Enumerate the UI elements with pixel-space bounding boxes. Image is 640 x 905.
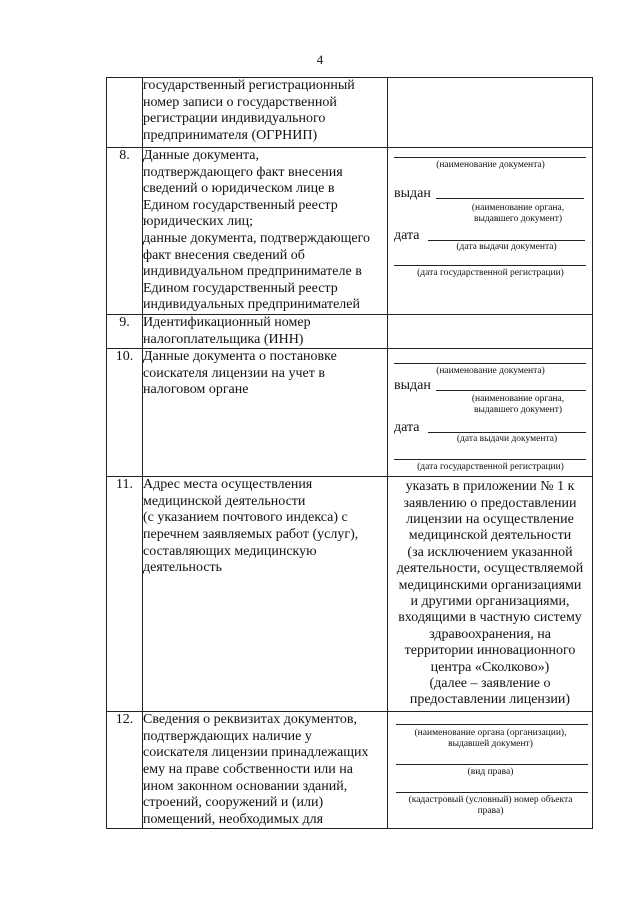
table-row-12 <box>107 712 593 829</box>
issue-date-field[interactable] <box>428 240 585 241</box>
field-caption: (наименование документа) <box>436 366 545 377</box>
description-line: налоговом органе <box>143 382 249 398</box>
description-line: налогоплательщика (ИНН) <box>143 331 304 347</box>
field-caption: (дата выдачи документа) <box>456 434 558 445</box>
instruction-line: входящими в частную систему <box>398 610 582 626</box>
field-caption: (наименование органа, <box>471 394 565 405</box>
document-name-field[interactable] <box>394 363 586 364</box>
issued-label: выдан <box>394 186 431 201</box>
instruction-line: указать в приложении № 1 к <box>405 479 575 495</box>
right-type-field[interactable] <box>396 764 588 765</box>
instruction-line: территории инновационного <box>404 643 576 659</box>
field-caption: (кадастровый (условный) номер объекта <box>408 795 573 806</box>
registration-date-field[interactable] <box>394 265 586 266</box>
inn-value-cell[interactable] <box>388 315 593 349</box>
instruction-line: и другими организациями, <box>410 594 570 610</box>
description-line: Едином государственный реестр <box>143 280 338 296</box>
table-row-11 <box>107 477 593 712</box>
row-value-cell <box>388 712 593 829</box>
row-number: 10. <box>107 349 143 477</box>
description-line: соискателя лицензии принадлежащих <box>143 745 369 761</box>
instruction-line: предоставлении лицензии) <box>409 692 571 708</box>
field-caption: выдавшего документ) <box>473 405 563 416</box>
description-line: сведений о юридическом лице в <box>143 181 335 197</box>
description-line: деятельность <box>143 560 223 576</box>
issued-label: выдан <box>394 378 431 394</box>
description-line: Идентификационный номер <box>143 315 311 330</box>
table-row-9 <box>107 315 593 349</box>
description-line: Данные документа, <box>143 148 259 163</box>
row-number: 12. <box>107 712 143 829</box>
field-caption: (наименование документа) <box>436 160 545 170</box>
instruction-line: здравоохранения, на <box>429 626 551 642</box>
row-number: 8. <box>107 148 143 315</box>
description-line: факт внесения сведений об <box>143 247 305 263</box>
description-line: регистрации индивидуального <box>143 111 326 127</box>
address-instruction-cell <box>388 477 593 712</box>
description-line: подтверждающего факт внесения <box>143 164 343 180</box>
field-caption: (дата государственной регистрации) <box>417 268 564 278</box>
row-description <box>143 477 388 712</box>
field-caption: выдавшей документ) <box>448 739 533 750</box>
table-row-8 <box>107 148 593 315</box>
description-line: государственный регистрационный <box>143 78 355 93</box>
date-label: дата <box>394 228 420 243</box>
description-line: перечнем заявляемых работ (услуг), <box>143 526 359 542</box>
table-row-ogrnip-continued <box>107 78 593 148</box>
field-caption: (наименование органа (организации), <box>414 728 567 739</box>
row-number <box>107 78 143 148</box>
document-name-field[interactable] <box>394 157 586 158</box>
instruction-line: лицензии на осуществление <box>406 512 574 527</box>
description-line: индивидуальном предпринимателе в <box>143 264 362 280</box>
description-line: Адрес места осуществления <box>143 477 313 493</box>
instruction-line: (далее – заявление о <box>429 676 551 692</box>
row-number: 9. <box>107 315 143 349</box>
instruction-line: заявлению о предоставлении <box>403 495 577 511</box>
description-line: индивидуальных предпринимателей <box>143 297 360 313</box>
instruction-text <box>388 477 592 709</box>
field-caption: (дата государственной регистрации) <box>417 462 564 473</box>
field-caption: (вид права) <box>467 767 514 778</box>
cadastral-number-field[interactable] <box>396 792 588 793</box>
description-line: помещений, необходимых для <box>143 811 324 827</box>
row-value-cell[interactable] <box>388 78 593 148</box>
description-line: составляющих медицинскую <box>143 543 317 559</box>
instruction-line: медицинскими организациями <box>398 577 582 593</box>
description-line: строений, сооружений и (или) <box>143 795 324 811</box>
field-caption: (наименование органа, <box>471 203 565 213</box>
description-line: (с указанием почтового индекса) с <box>143 510 348 526</box>
description-line: медицинской деятельности <box>143 493 306 509</box>
application-form-table <box>106 77 593 829</box>
instruction-line: деятельности, осуществляемой <box>396 561 584 577</box>
row-number: 11. <box>107 477 143 712</box>
description-line: данные документа, подтверждающего <box>143 230 370 246</box>
field-caption: права) <box>477 806 504 817</box>
row-description <box>143 148 388 315</box>
instruction-line: медицинской деятельности <box>408 528 572 544</box>
description-line: номер записи о государственной <box>143 94 337 110</box>
row-description <box>143 315 388 349</box>
row-description <box>143 349 388 477</box>
row-value-cell <box>388 148 593 315</box>
page-number: 4 <box>316 52 324 67</box>
description-line: соискателя лицензии на учет в <box>143 365 325 381</box>
registration-date-field[interactable] <box>394 459 586 460</box>
description-line: ином законном основании зданий, <box>143 778 348 794</box>
issuer-field[interactable] <box>436 390 586 391</box>
row-value-cell <box>388 349 593 477</box>
table-row-10 <box>107 349 593 477</box>
field-caption: выдавшего документ) <box>473 214 563 224</box>
issuer-field[interactable] <box>436 198 584 199</box>
description-line: ему на праве собственности или на <box>143 761 353 777</box>
field-caption: (дата выдачи документа) <box>456 242 557 252</box>
description-line: Едином государственный реестр <box>143 197 338 213</box>
instruction-line: центра «Сколково») <box>430 659 550 675</box>
row-description <box>143 712 388 829</box>
description-line: предпринимателя (ОГРНИП) <box>143 127 318 143</box>
row-description <box>143 78 388 148</box>
description-line: юридических лиц; <box>143 214 254 230</box>
date-label: дата <box>394 420 420 436</box>
instruction-line: (за исключением указанной <box>407 544 573 560</box>
description-line: Сведения о реквизитах документов, <box>143 712 357 728</box>
description-line: Данные документа о постановке <box>143 349 337 365</box>
description-line: подтверждающих наличие у <box>143 728 312 744</box>
issuing-org-field[interactable] <box>396 724 588 725</box>
